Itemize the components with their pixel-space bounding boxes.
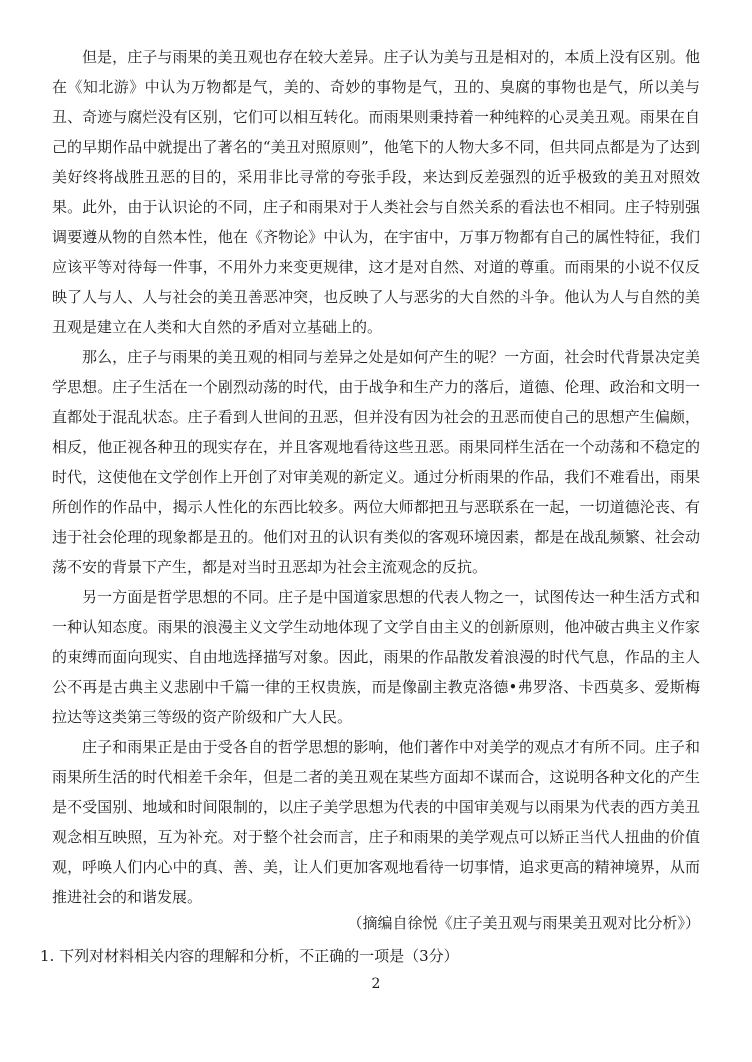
paragraph-4: 庄子和雨果正是由于受各自的哲学思想的影响，他们著作中对美学的观点才有所不同。庄子和雨果所生活的时代相差千余年，但是二者的美丑观在某些方面却不谋而合，这说明各种文化的产生是不受国别、地域和时间限制的，以庄子美学思想为代表的中国审美观与以雨果为代表的西方美丑观念相互映照，互为补充。对于整个社会而言，庄子和雨果的美学观点可以矫正当代人扭曲的价值观，呼唤人们内心中的真、善、美，让人们更加客观地看待一切事情，追求更高的精神境界，从而推进社会的和谐发展。 [52,738,700,906]
page-number: 2 [371,976,381,992]
source-citation: （摘编自徐悦《庄子美丑观与雨果美丑观对比分析》） [347,914,700,932]
paragraph-3: 另一方面是哲学思想的不同。庄子是中国道家思想的代表人物之一，试图传达一种生活方式和一种认知态度。雨果的浪漫主义文学生动地体现了文学自由主义的创新原则，他冲破古典主义作家的束缚而面向现实、自由地选择描写对象。因此，雨果的作品散发着浪漫的时代气息，作品的主人公不再是古典主义悲剧中千篇一律的王权贵族，而是像副主教克洛德•弗罗洛、卡西莫多、爱斯梅拉达等这类第三等级的资产阶级和广大人民。 [52,588,700,726]
question-1: 1. 下列对材料相关内容的理解和分析，不正确的一项是（3分） [40,947,459,965]
paragraph-1: 但是，庄子与雨果的美丑观也存在较大差异。庄子认为美与丑是相对的，本质上没有区别。他在《知北游》中认为万物都是气，美的、奇妙的事物是气，丑的、臭腐的事物也是气，所以美与丑、奇迹与腐烂没有区别，它们可以相互转化。而雨果则秉持着一种纯粹的心灵美丑观。雨果在自己的早期作品中就提出了著名的“美丑对照原则”，他笔下的人物大多不同，但共同点都是为了达到美好终将战胜丑恶的目的，采用非比寻常的夸张手段，来达到反差强烈的近乎极致的美丑对照效果。此外，由于认识论的不同，庄子和雨果对于人类社会与自然关系的看法也不相同。庄子特别强调要遵从物的自然本性，他在《齐物论》中认为，在宇宙中，万事万物都有自己的属性特征，我们应该平等对待每一件事，不用外力来变更规律，这才是对自然、对道的尊重。而雨果的小说不仅反映了人与人、人与社会的美丑善恶冲突，也反映了人与恶劣的大自然的斗争。他认为人与自然的美丑观是建立在人类和大自然的矛盾对立基础上的。 [52,48,700,336]
paragraph-2: 那么，庄子与雨果的美丑观的相同与差异之处是如何产生的呢？一方面，社会时代背景决定美学思想。庄子生活在一个剧烈动荡的时代，由于战争和生产力的落后，道德、伦理、政治和文明一直都处于混乱状态。庄子看到人世间的丑恶，但并没有因为社会的丑恶而使自己的思想产生偏颇，相反，他正视各种丑的现实存在，并且客观地看待这些丑恶。雨果同样生活在一个动荡和不稳定的时代，这使他在文学创作上开创了对审美观的新定义。通过分析雨果的作品，我们不难看出，雨果所创作的作品中，揭示人性化的东西比较多。两位大师都把丑与恶联系在一起，一切道德沦丧、有违于社会伦理的现象都是丑的。他们对丑的认识有类似的客观环境因素，都是在战乱频繁、社会动荡不安的背景下产生，都是对当时丑恶却为社会主流观念的反抗。 [52,348,700,576]
article-body [52,42,700,912]
